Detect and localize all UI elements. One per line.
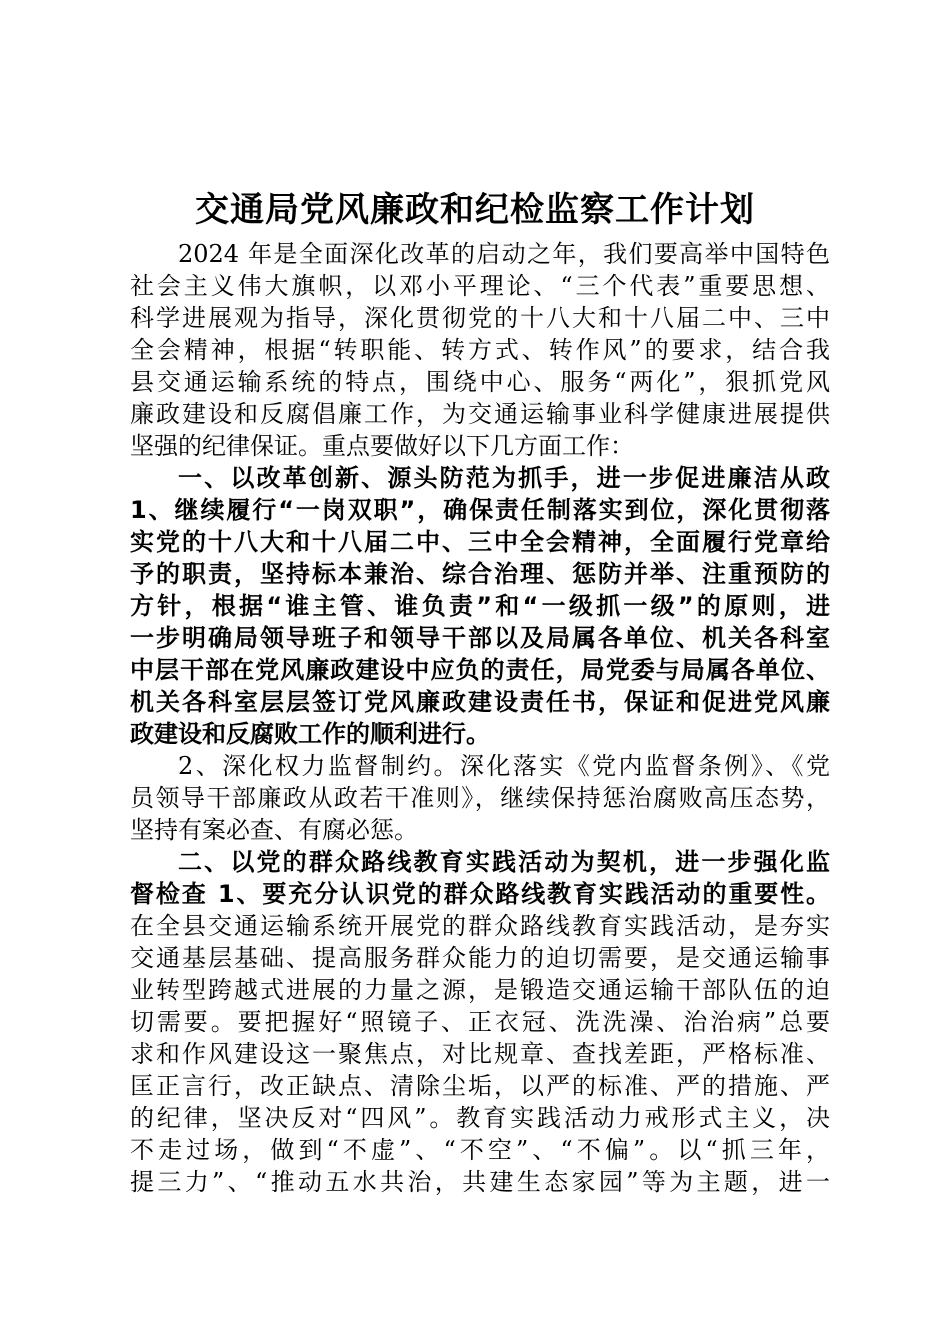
body-line: 机关各科室层层签订党风廉政建设责任书，保证和促进党风廉 — [130, 688, 830, 716]
section-heading: 一、以改革创新、源头防范为抓手，进一步促进廉洁从政 — [178, 464, 830, 492]
body-line: 2024 年是全面深化改革的启动之年，我们要高举中国特色 — [178, 240, 830, 268]
body-line: 全会精神，根据“转职能、转方式、转作风”的要求，结合我 — [130, 336, 830, 364]
body-line: 不走过场，做到“不虚”、“不空”、“不偏”。以“抓三年， — [130, 1136, 830, 1164]
body-line: 实党的十八大和十八届二中、三中全会精神，全面履行党章给 — [130, 528, 830, 556]
document-title: 交通局党风廉政和纪检监察工作计划 — [195, 190, 755, 230]
body-line: 员领导干部廉政从政若干准则》，继续保持惩治腐败高压态势， — [130, 784, 830, 812]
body-line: 交通基层基础、提高服务群众能力的迫切需要，是交通运输事 — [130, 944, 830, 972]
body-line: 切需要。要把握好“照镜子、正衣冠、洗洗澡、治治病”总要 — [130, 1008, 830, 1036]
body-line: 匡正言行，改正缺点、清除尘垢，以严的标准、严的措施、严 — [130, 1072, 830, 1100]
body-line: 2、深化权力监督制约。深化落实《党内监督条例》、《党 — [178, 752, 830, 780]
body-line: 社会主义伟大旗帜，以邓小平理论、“三个代表”重要思想、 — [130, 272, 830, 300]
body-line: 坚持有案必查、有腐必惩。 — [130, 816, 418, 844]
body-line: 1、继续履行“一岗双职”，确保责任制落实到位，深化贯彻落 — [130, 496, 830, 524]
body-line: 科学进展观为指导，深化贯彻党的十八大和十八届二中、三中 — [130, 304, 830, 332]
body-line: 提三力”、“推动五水共治，共建生态家园”等为主题，进一 — [130, 1168, 830, 1196]
body-line: 廉政建设和反腐倡廉工作，为交通运输事业科学健康进展提供 — [130, 400, 830, 428]
body-line: 一步明确局领导班子和领导干部以及局属各单位、机关各科室 — [130, 624, 830, 652]
section-heading: 督检查 1、要充分认识党的群众路线教育实践活动的重要性。 — [130, 880, 830, 908]
body-line: 的纪律，坚决反对“四风”。教育实践活动力戒形式主义，决 — [130, 1104, 830, 1132]
body-line: 中层干部在党风廉政建设中应负的责任，局党委与局属各单位、 — [130, 656, 830, 684]
body-line: 坚强的纪律保证。重点要做好以下几方面工作： — [130, 432, 634, 460]
body-line: 业转型跨越式进展的力量之源，是锻造交通运输干部队伍的迫 — [130, 976, 830, 1004]
body-line: 县交通运输系统的特点，围绕中心、服务“两化”，狠抓党风 — [130, 368, 830, 396]
body-line: 予的职责，坚持标本兼治、综合治理、惩防并举、注重预防的 — [130, 560, 830, 588]
section-heading: 二、以党的群众路线教育实践活动为契机，进一步强化监 — [178, 848, 830, 876]
body-line: 在全县交通运输系统开展党的群众路线教育实践活动，是夯实 — [130, 912, 830, 940]
body-line: 求和作风建设这一聚焦点，对比规章、查找差距，严格标准、 — [130, 1040, 830, 1068]
body-line: 方针，根据“谁主管、谁负责”和“一级抓一级”的原则，进 — [130, 592, 830, 620]
body-line: 政建设和反腐败工作的顺利进行。 — [130, 720, 490, 748]
